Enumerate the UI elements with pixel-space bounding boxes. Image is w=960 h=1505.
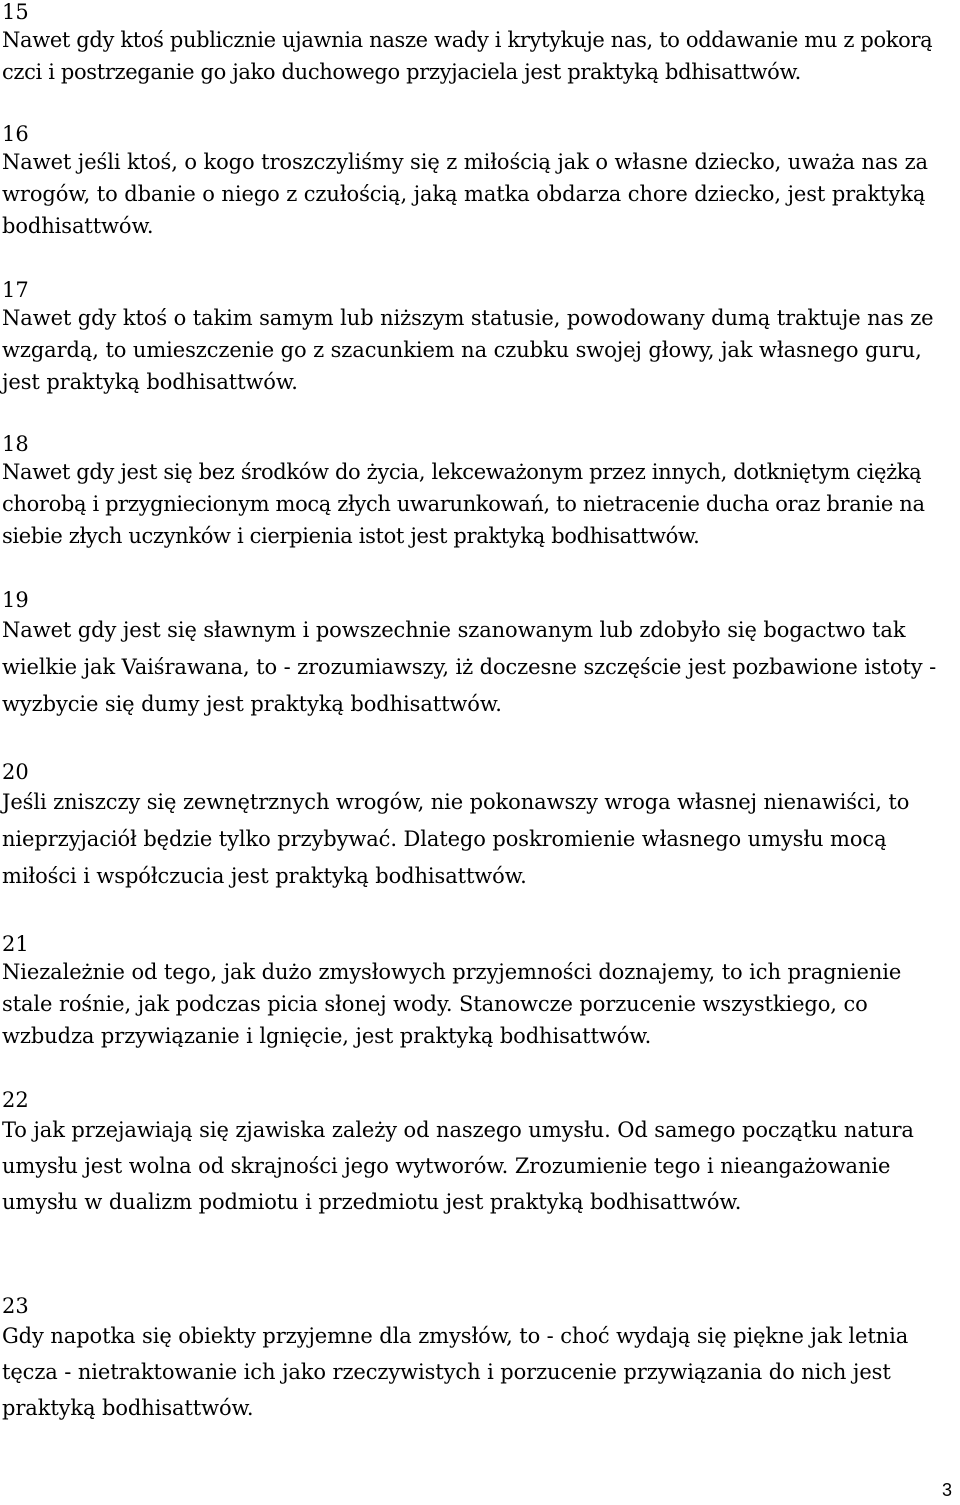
- verse-text: Niezależnie od tego, jak dużo zmysłowych przyjemności doznajemy, to ich pragnienie stale rośnie, jak podczas picia słonej wody. Stanowcze porzucenie wszystkiego, co wzbudza przywiązanie i lgnięcie, jest praktyką bodhisattwów.: [2, 960, 902, 1048]
- verse-19: [2, 588, 957, 723]
- verse-number: 19: [2, 588, 29, 612]
- verse-number: 17: [2, 278, 29, 302]
- verse-text: Nawet gdy jest się bez środków do życia, lekceważonym przez innych, dotkniętym ciężką chorobą i przygniecionym mocą złych uwarunkowań, to nietracenie ducha oraz branie na siebie złych uczynków i cierpienia istot jest praktyką bodhisattwów.: [2, 460, 925, 548]
- verse-15: [2, 0, 957, 88]
- verse-16: [2, 122, 957, 242]
- verse-text: Nawet gdy jest się sławnym i powszechnie szanowanym lub zdobyło się bogactwo tak wielkie jak Vaiśrawana, to - zrozumiawszy, iż doczesne szczęście jest pozbawione istoty - wyzbycie się dumy jest praktyką bodhisattwów.: [2, 618, 937, 716]
- verse-text: Nawet jeśli ktoś, o kogo troszczyliśmy się z miłością jak o własne dziecko, uważa nas za wrogów, to dbanie o niego z czułością, jaką matka obdarza chore dziecko, jest praktyką bodhisattwów.: [2, 150, 928, 238]
- verse-number: 22: [2, 1088, 29, 1112]
- verse-number: 20: [2, 760, 29, 784]
- verse-17: [2, 278, 957, 398]
- verse-text: Jeśli zniszczy się zewnętrznych wrogów, nie pokonawszy wroga własnej nienawiści, to nieprzyjaciół będzie tylko przybywać. Dlatego poskromienie własnego umysłu mocą miłości i współczucia jest praktyką bodhisattwów.: [2, 790, 910, 888]
- verse-21: [2, 932, 957, 1052]
- verse-number: 15: [2, 0, 29, 24]
- verse-number: 21: [2, 932, 29, 956]
- verse-text: Nawet gdy ktoś publicznie ujawnia nasze wady i krytykuje nas, to oddawanie mu z pokorą czci i postrzeganie go jako duchowego przyjaciela jest praktyką bdhisattwów.: [2, 28, 933, 84]
- verse-18: [2, 432, 957, 552]
- verse-number: 18: [2, 432, 29, 456]
- verse-23: [2, 1294, 957, 1426]
- verse-text: Gdy napotka się obiekty przyjemne dla zmysłów, to - choć wydają się piękne jak letnia tęcza - nietraktowanie ich jako rzeczywistych i porzucenie przywiązania do nich jest praktyką bodhisattwów.: [2, 1324, 909, 1420]
- verse-22: [2, 1088, 957, 1220]
- verse-text: Nawet gdy ktoś o takim samym lub niższym statusie, powodowany dumą traktuje nas ze wzgardą, to umieszczenie go z szacunkiem na czubku swojej głowy, jak własnego guru, jest praktyką bodhisattwów.: [2, 306, 934, 394]
- verse-number: 16: [2, 122, 29, 146]
- page-number: 3: [941, 1480, 952, 1500]
- verse-text: To jak przejawiają się zjawiska zależy od naszego umysłu. Od samego początku natura umysłu jest wolna od skrajności jego wytworów. Zrozumienie tego i nieangażowanie umysłu w dualizm podmiotu i przedmiotu jest praktyką bodhisattwów.: [2, 1118, 914, 1214]
- verse-20: [2, 760, 957, 895]
- verse-number: 23: [2, 1294, 29, 1318]
